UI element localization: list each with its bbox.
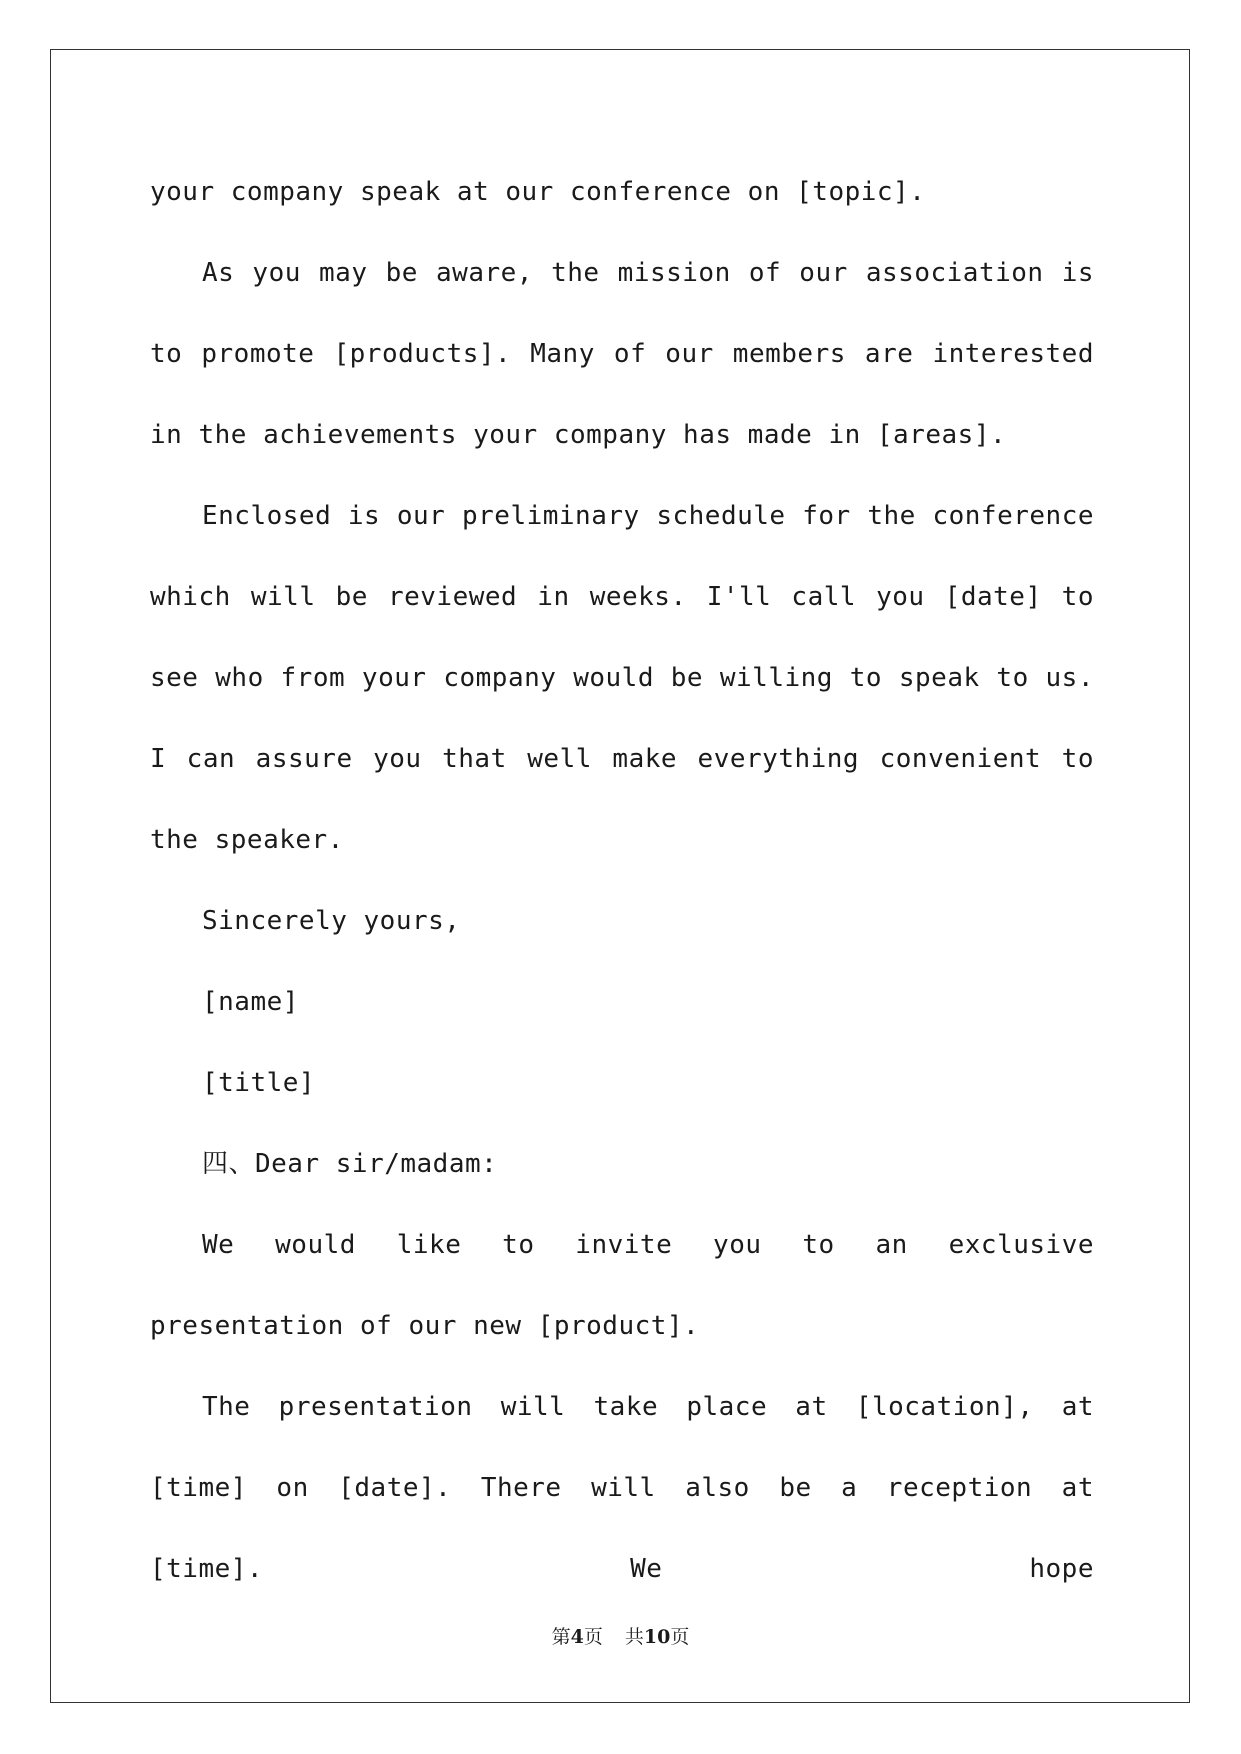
footer-prefix: 第	[551, 1626, 571, 1648]
paragraph: As you may be aware, the mission of our association is to promote [products]. Many of our members are interested in the achievements your company has made in [areas].	[150, 258, 1094, 450]
document-body	[150, 152, 1094, 1610]
footer-total-suffix: 页	[670, 1626, 690, 1648]
page-footer	[0, 1622, 1241, 1649]
signature-title: [title]	[202, 1068, 316, 1098]
current-page-number: 4	[570, 1626, 584, 1648]
paragraph: We would like to invite you to an exclusive presentation of our new [product].	[150, 1230, 1094, 1341]
paragraph: your company speak at our conference on [topic].	[150, 177, 926, 207]
paragraph: The presentation will take place at [location], at [time] on [date]. There will also be a reception at [time]. We hope	[150, 1392, 1094, 1584]
section-heading: 四、Dear sir/madam:	[202, 1149, 498, 1179]
signature-name: [name]	[202, 987, 299, 1017]
paragraph: Enclosed is our preliminary schedule for the conference which will be reviewed in weeks. I'll call you [date] to see who from your company would be willing to speak to us. I can assure you that well make everything convenient to the speaker.	[150, 501, 1094, 855]
footer-total-prefix: 共	[624, 1626, 644, 1648]
closing-line: Sincerely yours,	[202, 906, 461, 936]
total-pages-number: 10	[643, 1626, 671, 1648]
footer-page-suffix: 页	[583, 1626, 603, 1648]
